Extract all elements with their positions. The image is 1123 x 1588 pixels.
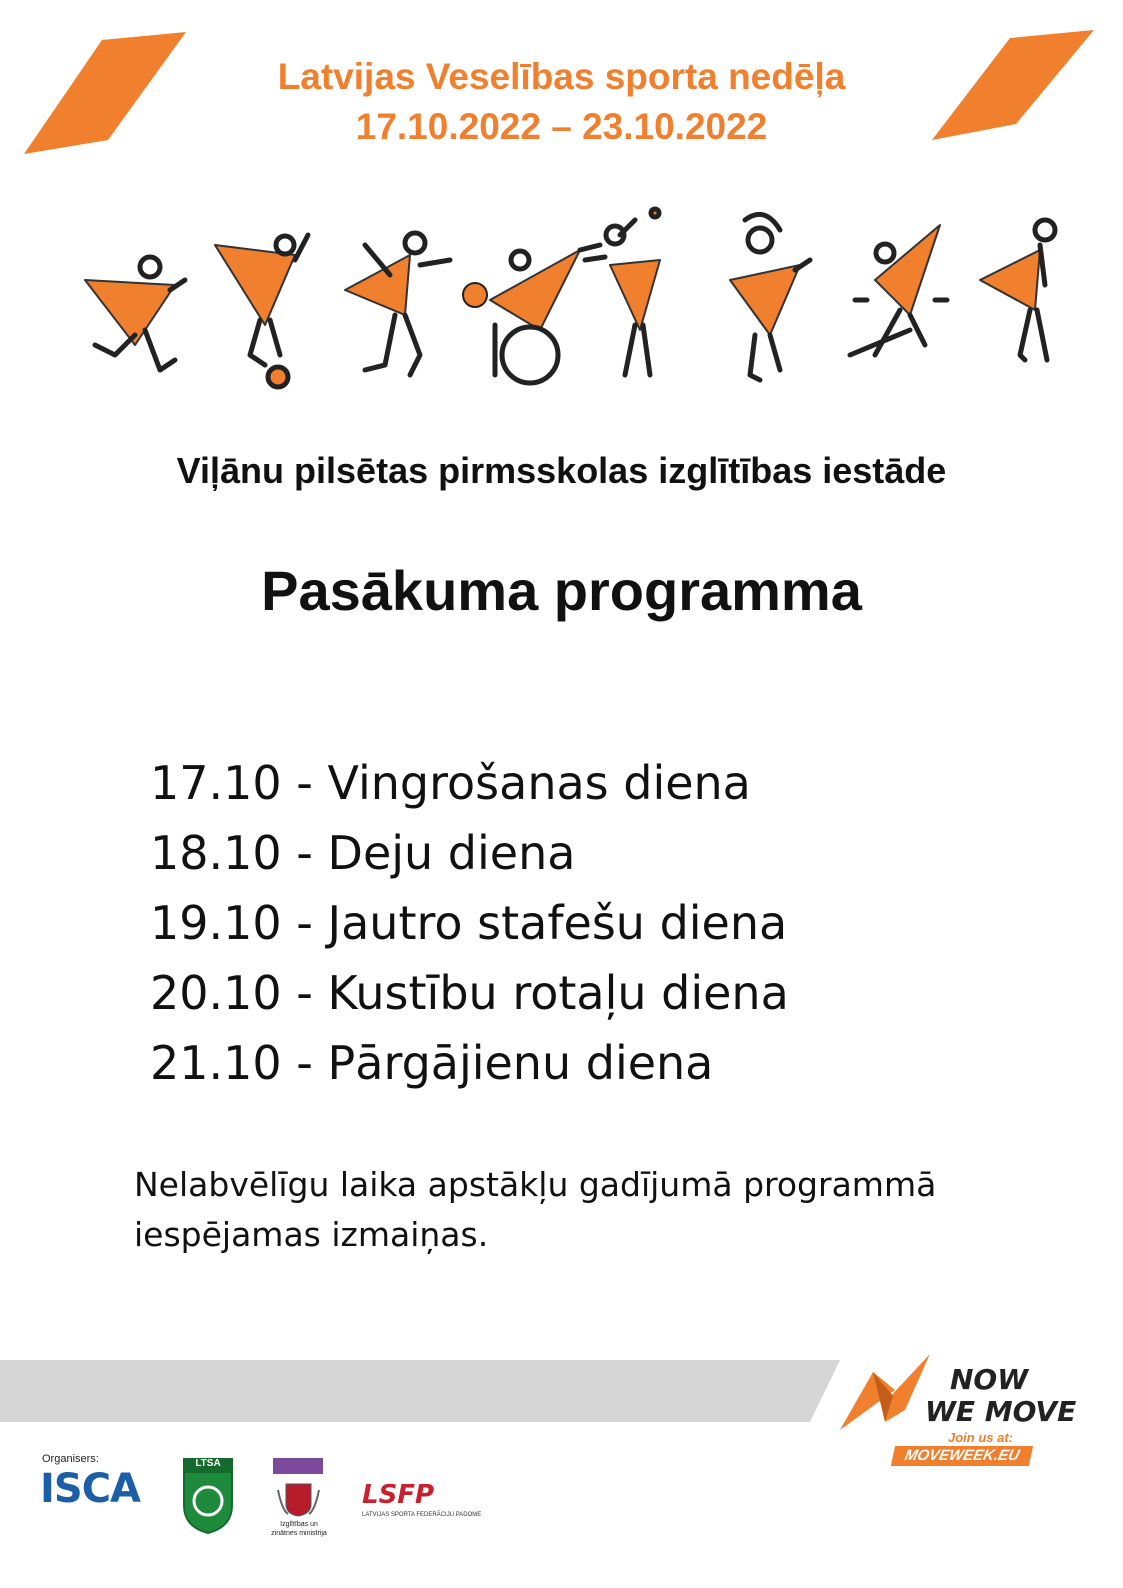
now-we-move-logo-icon: [835, 1350, 935, 1435]
sport-figures-row: [60, 205, 1070, 395]
isca-logo: ISCA: [40, 1466, 141, 1512]
institution-name: Viļānu pilsētas pirmsskolas izglītības iestāde: [176, 450, 947, 491]
join-label: Join us at:: [948, 1430, 1014, 1445]
tennis-figure-icon: [606, 209, 660, 375]
wheelchair-figure-icon: [463, 245, 605, 383]
weather-note-line: Nelabvēlīgu laika apstākļu gadījumā programmā: [134, 1165, 937, 1204]
weather-note: [134, 1160, 1014, 1260]
ministry-crest-icon: [276, 1480, 321, 1518]
running-figure-icon: [85, 257, 185, 370]
dancing-figure-icon: [730, 214, 810, 380]
weather-note-line: iespējamas izmaiņas.: [134, 1215, 489, 1254]
program-item: 18.10 - Deju diena: [150, 826, 576, 880]
skateboard-figure-icon: [850, 225, 947, 355]
event-title: Latvijas Veselības sporta nedēļa: [277, 56, 846, 97]
moveweek-link[interactable]: MOVEWEEK.EU: [891, 1446, 1033, 1466]
page-title: Pasākuma programma: [261, 559, 862, 622]
program-item: 17.10 - Vingrošanas diena: [150, 756, 751, 810]
ltsa-label: LTSA: [195, 1458, 221, 1469]
program-item: 21.10 - Pārgājienu diena: [150, 1036, 714, 1090]
program-item: 19.10 - Jautro stafešu diena: [150, 896, 788, 950]
ministry-label: Izglītības un zinātnes ministrija: [271, 1521, 327, 1537]
lsfp-logo: LSFP: [362, 1480, 435, 1510]
gray-band: [0, 1360, 850, 1422]
program-list: [150, 748, 789, 1098]
lsfp-sub-label: LATVIJAS SPORTA FEDERĀCIJU PADOME: [362, 1512, 482, 1518]
football-figure-icon: [215, 235, 308, 387]
ltsa-logo: [182, 1457, 234, 1535]
ministry-bar: [273, 1458, 323, 1474]
event-dates: 17.10.2022 – 23.10.2022: [355, 106, 768, 147]
stretching-figure-icon: [980, 220, 1055, 360]
jumping-figure-icon: [345, 233, 450, 375]
organisers-label: Organisers:: [42, 1453, 99, 1465]
program-item: 20.10 - Kustību rotaļu diena: [150, 966, 789, 1020]
we-move-label: WE MOVE: [925, 1395, 1077, 1428]
now-label: NOW: [950, 1363, 1029, 1396]
